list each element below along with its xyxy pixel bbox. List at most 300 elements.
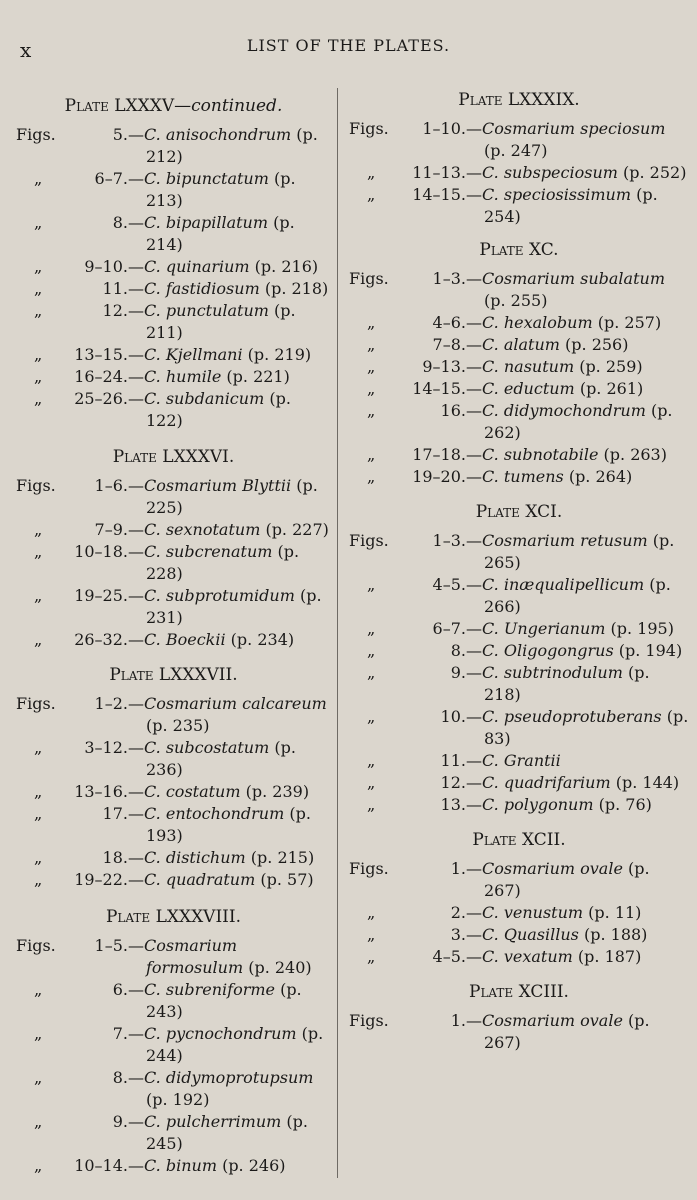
entry-lead: „ <box>367 163 376 182</box>
entry-lead: „ <box>34 345 43 364</box>
species-name: C. binum <box>144 1156 217 1175</box>
figure-entry <box>349 444 689 466</box>
page-ref: (p. 245) <box>146 1112 308 1153</box>
figure-number: 7. <box>112 1024 128 1043</box>
plate-title: Plate XCII. <box>472 830 566 850</box>
entry-text: —C. Grantii <box>466 751 561 770</box>
page-ref: (p. 262) <box>484 401 673 442</box>
left-column <box>16 88 331 1177</box>
entry-text: —C. didymoprotupsum (p. 192) <box>128 1068 314 1109</box>
entry-lead: Figs. <box>349 269 389 288</box>
species-name: C. hexalobum <box>482 313 593 332</box>
entry-text: —C. entochondrum (p. 193) <box>128 804 311 845</box>
entry-lead: „ <box>34 257 43 276</box>
species-name: C. didymochondrum <box>482 401 646 420</box>
figure-number: 10–14. <box>74 1156 128 1175</box>
species-name: C. subtrinodulum <box>482 663 623 682</box>
page-ref: (p. 247) <box>484 141 548 160</box>
entry-text: —C. pycnochondrum (p. 244) <box>128 1024 324 1065</box>
plate-title: Plate LXXXIX. <box>458 90 580 110</box>
entry-text: —C. hexalobum (p. 257) <box>466 313 662 332</box>
entry-lead: „ <box>34 520 43 539</box>
entry-lead: „ <box>367 401 376 420</box>
figure-entry <box>16 781 331 803</box>
entry-lead: „ <box>34 804 43 823</box>
entry-lead: „ <box>367 641 376 660</box>
page-ref: (p. 252) <box>617 163 687 182</box>
species-name: C. quadratum <box>144 870 256 889</box>
entry-lead: „ <box>367 335 376 354</box>
figure-entry <box>349 946 689 968</box>
species-name: C. Grantii <box>482 751 561 770</box>
entry-text: —C. inæqualipellicum (p. 266) <box>466 575 671 616</box>
plate-heading <box>349 238 689 262</box>
entry-lead: „ <box>34 389 43 408</box>
entry-lead: „ <box>34 213 43 232</box>
species-name: C. bipunctatum <box>144 169 269 188</box>
entry-text: —C. subtrinodulum (p. 218) <box>466 663 650 704</box>
entry-text: —Cosmarium speciosum (p. 247) <box>466 119 666 160</box>
page-ref: (p. 187) <box>572 947 642 966</box>
entry-lead: „ <box>34 980 43 999</box>
figure-entry <box>16 256 331 278</box>
figure-number: 9–13. <box>422 357 466 376</box>
species-name: C. pulcherrimum <box>144 1112 282 1131</box>
species-name: C. punctulatum <box>144 301 269 320</box>
figure-number: 6–7. <box>432 619 466 638</box>
page-ref: (p. 193) <box>146 804 311 845</box>
page-ref: (p. 221) <box>221 367 290 386</box>
entry-text: —C. subprotumidum (p. 231) <box>128 586 322 627</box>
species-name: C. distichum <box>144 848 246 867</box>
figure-entry <box>349 574 689 618</box>
figure-entry <box>16 212 331 256</box>
entry-text: —C. quadrifarium (p. 144) <box>466 773 680 792</box>
entry-text: —Cosmarium formosulum (p. 240) <box>128 936 312 977</box>
figure-entry <box>349 312 689 334</box>
page-ref: (p. 239) <box>240 782 310 801</box>
entry-lead: „ <box>34 848 43 867</box>
entry-text: —C. vexatum (p. 187) <box>466 947 642 966</box>
page-ref: (p. 255) <box>484 291 548 310</box>
figure-number: 1. <box>450 1011 466 1030</box>
entry-text: —Cosmarium calcareum (p. 235) <box>128 694 327 735</box>
figure-entry <box>16 1067 331 1111</box>
page-ref: (p. 263) <box>598 445 667 464</box>
entry-lead: „ <box>367 663 376 682</box>
page-number: x <box>20 38 32 62</box>
figure-number: 12. <box>440 773 466 792</box>
figure-number: 13–16. <box>74 782 128 801</box>
figure-number: 13. <box>440 795 466 814</box>
figure-entry <box>16 847 331 869</box>
plate-heading <box>16 445 331 469</box>
page-ref: (p. 228) <box>146 542 300 583</box>
species-name: C. Quasillus <box>482 925 579 944</box>
species-name: C. humile <box>144 367 222 386</box>
page-ref: (p. 240) <box>243 958 312 977</box>
plate-title-suffix: —continued. <box>174 96 283 116</box>
species-name: C. sexnotatum <box>144 520 261 539</box>
entry-text: —C. sexnotatum (p. 227) <box>128 520 329 539</box>
entry-lead: „ <box>367 795 376 814</box>
entry-text: —C. quadratum (p. 57) <box>128 870 314 889</box>
entry-lead: Figs. <box>349 119 389 138</box>
species-name: C. Kjellmani <box>144 345 243 364</box>
plate-heading <box>349 980 689 1004</box>
page-ref: (p. 267) <box>484 1011 650 1052</box>
figure-entry <box>349 858 689 902</box>
figure-number: 12. <box>102 301 128 320</box>
figure-entry <box>16 541 331 585</box>
entry-text: —C. Quasillus (p. 188) <box>466 925 648 944</box>
plate-title: Plate LXXXVIII. <box>105 907 241 927</box>
page-ref: (p. 215) <box>245 848 315 867</box>
figure-number: 11–13. <box>412 163 466 182</box>
entry-text: —C. distichum (p. 215) <box>128 848 315 867</box>
plate-title: Plate LXXXVI. <box>112 447 235 467</box>
figure-number: 14–15. <box>412 379 466 398</box>
figure-number: 5. <box>112 125 128 144</box>
figure-number: 25–26. <box>74 389 128 408</box>
entry-lead: „ <box>367 313 376 332</box>
species-name: C. subcostatum <box>144 738 270 757</box>
entry-lead: Figs. <box>16 476 56 495</box>
entry-text: —C. pulcherrimum (p. 245) <box>128 1112 308 1153</box>
species-name: C. subspeciosum <box>482 163 618 182</box>
figure-number: 8. <box>450 641 466 660</box>
figure-number: 26–32. <box>74 630 128 649</box>
figure-entry <box>16 869 331 891</box>
figure-number: 10–18. <box>74 542 128 561</box>
figure-number: 10. <box>440 707 466 726</box>
entry-text: —C. tumens (p. 264) <box>466 467 633 486</box>
entry-text: —C. Kjellmani (p. 219) <box>128 345 312 364</box>
entry-text: —C. humile (p. 221) <box>128 367 290 386</box>
entry-lead: „ <box>34 367 43 386</box>
entry-lead: „ <box>367 185 376 204</box>
figure-entry <box>16 300 331 344</box>
figure-number: 16. <box>440 401 466 420</box>
figure-entry <box>16 979 331 1023</box>
entry-text: —Cosmarium ovale (p. 267) <box>466 859 650 900</box>
entry-text: —C. venustum (p. 11) <box>466 903 642 922</box>
entry-lead: „ <box>34 279 43 298</box>
page-ref: (p. 227) <box>260 520 329 539</box>
species-name: C. entochondrum <box>144 804 285 823</box>
figure-entry <box>16 278 331 300</box>
entry-text: —Cosmarium ovale (p. 267) <box>466 1011 650 1052</box>
figure-number: 4–5. <box>432 947 466 966</box>
figure-number: 16–24. <box>74 367 128 386</box>
entry-lead: „ <box>34 870 43 889</box>
figure-number: 3. <box>450 925 466 944</box>
plate-title: Plate LXXXV <box>64 96 175 116</box>
species-name: C. nasutum <box>482 357 575 376</box>
figure-entry <box>349 400 689 444</box>
entry-lead: „ <box>367 947 376 966</box>
figure-entry <box>349 750 689 772</box>
species-name: Cosmarium speciosum <box>482 119 666 138</box>
figure-number: 11. <box>102 279 128 298</box>
species-name: C. pseudoprotuberans <box>482 707 662 726</box>
species-name: Cosmarium formosulum <box>144 936 244 977</box>
figure-entry <box>349 662 689 706</box>
entry-text: —C. bipunctatum (p. 213) <box>128 169 296 210</box>
figure-number: 7–8. <box>432 335 466 354</box>
plate-title: Plate XCI. <box>475 502 563 522</box>
entry-text: —C. didymochondrum (p. 262) <box>466 401 673 442</box>
page-ref: (p. 236) <box>146 738 296 779</box>
figure-number: 19–22. <box>74 870 128 889</box>
figure-entry <box>16 168 331 212</box>
figure-entry <box>349 530 689 574</box>
page-ref: (p. 257) <box>592 313 662 332</box>
entry-text: —C. polygonum (p. 76) <box>466 795 652 814</box>
entry-lead: „ <box>34 1024 43 1043</box>
entry-lead: „ <box>367 467 376 486</box>
figure-entry <box>349 356 689 378</box>
figure-entry <box>16 629 331 651</box>
figure-entry <box>349 162 689 184</box>
figure-entry <box>349 924 689 946</box>
page-ref: (p. 259) <box>574 357 643 376</box>
species-name: C. venustum <box>482 903 584 922</box>
figure-number: 4–5. <box>432 575 466 594</box>
figure-number: 14–15. <box>412 185 466 204</box>
entry-text: —C. punctulatum (p. 211) <box>128 301 296 342</box>
entry-text: —C. subdanicum (p. 122) <box>128 389 291 430</box>
species-name: C. bipapillatum <box>144 213 269 232</box>
entry-text: —C. fastidiosum (p. 218) <box>128 279 329 298</box>
figure-entry <box>349 706 689 750</box>
plate-title: Plate LXXXVII. <box>109 665 238 685</box>
figure-number: 17. <box>102 804 128 823</box>
entry-lead: „ <box>367 379 376 398</box>
species-name: C. subcrenatum <box>144 542 273 561</box>
figure-entry <box>16 1155 331 1177</box>
figure-entry <box>16 475 331 519</box>
species-name: C. didymoprotupsum <box>144 1068 314 1087</box>
plate-heading <box>349 828 689 852</box>
figure-number: 9–10. <box>84 257 128 276</box>
species-name: C. subnotabile <box>482 445 599 464</box>
plate-title: Plate XCIII. <box>469 982 569 1002</box>
page-ref: (p. 211) <box>146 301 296 342</box>
figure-number: 17–18. <box>412 445 466 464</box>
species-name: C. subdanicum <box>144 389 265 408</box>
page-ref: (p. 235) <box>146 716 210 735</box>
entry-text: —C. alatum (p. 256) <box>466 335 629 354</box>
figure-number: 9. <box>112 1112 128 1131</box>
page-ref: (p. 195) <box>605 619 674 638</box>
page-ref: (p. 11) <box>583 903 642 922</box>
entry-text: —C. subcrenatum (p. 228) <box>128 542 300 583</box>
entry-text: —C. nasutum (p. 259) <box>466 357 643 376</box>
page-ref: (p. 243) <box>146 980 302 1021</box>
entry-text: —Cosmarium subalatum (p. 255) <box>466 269 665 310</box>
species-name: Cosmarium subalatum <box>482 269 665 288</box>
species-name: Cosmarium Blyttii <box>144 476 292 495</box>
page-ref: (p. 188) <box>578 925 648 944</box>
entry-lead: „ <box>34 169 43 188</box>
column-divider <box>337 88 338 1178</box>
species-name: C. polygonum <box>482 795 594 814</box>
figure-number: 1–6. <box>94 476 128 495</box>
species-name: C. subprotumidum <box>144 586 295 605</box>
plate-heading <box>16 905 331 929</box>
figure-number: 3–12. <box>84 738 128 757</box>
species-name: Cosmarium ovale <box>482 1011 623 1030</box>
figure-entry <box>16 803 331 847</box>
page-ref: (p. 144) <box>610 773 680 792</box>
figure-entry <box>349 640 689 662</box>
species-name: C. inæqualipellicum <box>482 575 645 594</box>
plate-heading <box>349 88 689 112</box>
species-name: C. costatum <box>144 782 241 801</box>
entry-text: —C. Ungerianum (p. 195) <box>466 619 674 638</box>
figure-entry <box>16 388 331 432</box>
figure-number: 7–9. <box>94 520 128 539</box>
entry-lead: „ <box>34 1112 43 1131</box>
page-ref: (p. 192) <box>146 1090 210 1109</box>
species-name: C. subreniforme <box>144 980 275 999</box>
species-name: C. pycnochondrum <box>144 1024 297 1043</box>
entry-text: —C. subspeciosum (p. 252) <box>466 163 687 182</box>
entry-lead: „ <box>367 575 376 594</box>
page-ref: (p. 261) <box>574 379 644 398</box>
page-ref: (p. 213) <box>146 169 296 210</box>
entry-lead: Figs. <box>349 1011 389 1030</box>
figure-entry <box>16 366 331 388</box>
species-name: C. fastidiosum <box>144 279 260 298</box>
entry-lead: „ <box>34 782 43 801</box>
entry-lead: „ <box>34 738 43 757</box>
entry-text: —C. quinarium (p. 216) <box>128 257 319 276</box>
entry-text: —C. anisochondrum (p. 212) <box>128 125 318 166</box>
figure-number: 1. <box>450 859 466 878</box>
entry-lead: „ <box>367 751 376 770</box>
figure-entry <box>349 902 689 924</box>
entry-lead: Figs. <box>16 125 56 144</box>
entry-text: —Cosmarium retusum (p. 265) <box>466 531 675 572</box>
figure-number: 6–7. <box>94 169 128 188</box>
page-ref: (p. 212) <box>146 125 318 166</box>
entry-lead: „ <box>34 1156 43 1175</box>
entry-lead: „ <box>367 619 376 638</box>
page-ref: (p. 234) <box>225 630 295 649</box>
entry-lead: Figs. <box>16 694 56 713</box>
figure-entry <box>16 693 331 737</box>
entry-text: —C. Boeckii (p. 234) <box>128 630 295 649</box>
figure-entry <box>16 737 331 781</box>
page-ref: (p. 265) <box>484 531 675 572</box>
species-name: C. Boeckii <box>144 630 226 649</box>
species-name: Cosmarium calcareum <box>144 694 327 713</box>
page-ref: (p. 122) <box>146 389 291 430</box>
figure-entry <box>349 334 689 356</box>
entry-text: —C. subreniforme (p. 243) <box>128 980 302 1021</box>
plate-title: Plate XC. <box>479 240 559 260</box>
figure-number: 1–3. <box>432 269 466 288</box>
entry-lead: Figs. <box>349 859 389 878</box>
page-ref: (p. 246) <box>216 1156 286 1175</box>
species-name: C. anisochondrum <box>144 125 292 144</box>
entry-lead: „ <box>34 542 43 561</box>
figure-entry <box>349 1010 689 1054</box>
plate-heading <box>16 94 331 118</box>
page-ref: (p. 216) <box>249 257 319 276</box>
entry-text: —C. Oligogongrus (p. 194) <box>466 641 683 660</box>
entry-lead: „ <box>367 707 376 726</box>
page-ref: (p. 264) <box>563 467 633 486</box>
species-name: C. Ungerianum <box>482 619 606 638</box>
species-name: C. eductum <box>482 379 575 398</box>
figure-entry <box>16 1111 331 1155</box>
entry-text: —C. binum (p. 246) <box>128 1156 286 1175</box>
running-title: LIST OF THE PLATES. <box>246 36 451 55</box>
figure-entry <box>16 935 331 979</box>
figure-number: 6. <box>112 980 128 999</box>
right-column <box>349 88 689 1054</box>
figure-number: 11. <box>440 751 466 770</box>
page-ref: (p. 57) <box>255 870 314 889</box>
figure-entry <box>16 124 331 168</box>
species-name: C. tumens <box>482 467 564 486</box>
figure-number: 8. <box>112 213 128 232</box>
page-ref: (p. 244) <box>146 1024 324 1065</box>
page-ref: (p. 266) <box>484 575 671 616</box>
figure-entry <box>16 1023 331 1067</box>
figure-entry <box>16 585 331 629</box>
figure-entry <box>16 519 331 541</box>
entry-text: —C. eductum (p. 261) <box>466 379 644 398</box>
figure-entry <box>349 118 689 162</box>
page-ref: (p. 214) <box>146 213 295 254</box>
figure-number: 18. <box>102 848 128 867</box>
entry-text: —C. bipapillatum (p. 214) <box>128 213 295 254</box>
entry-lead: Figs. <box>16 936 56 955</box>
page-ref: (p. 218) <box>484 663 650 704</box>
entry-text: —C. speciosissimum (p. 254) <box>466 185 658 226</box>
species-name: C. quadrifarium <box>482 773 611 792</box>
figure-entry <box>349 618 689 640</box>
entry-lead: Figs. <box>349 531 389 550</box>
figure-number: 9. <box>450 663 466 682</box>
figure-number: 19–20. <box>412 467 466 486</box>
entry-lead: „ <box>367 773 376 792</box>
entry-text: —C. pseudoprotuberans (p. 83) <box>466 707 689 748</box>
figure-number: 1–3. <box>432 531 466 550</box>
figure-entry <box>16 344 331 366</box>
entry-lead: „ <box>34 1068 43 1087</box>
page-ref: (p. 194) <box>613 641 683 660</box>
figure-entry <box>349 466 689 488</box>
plate-heading <box>16 663 331 687</box>
figure-entry <box>349 378 689 400</box>
figure-number: 13–15. <box>74 345 128 364</box>
species-name: C. speciosissimum <box>482 185 631 204</box>
entry-lead: „ <box>34 301 43 320</box>
entry-text: —C. costatum (p. 239) <box>128 782 310 801</box>
species-name: C. quinarium <box>144 257 250 276</box>
species-name: Cosmarium ovale <box>482 859 623 878</box>
figure-number: 2. <box>450 903 466 922</box>
figure-number: 1–5. <box>94 936 128 955</box>
entry-lead: „ <box>367 903 376 922</box>
entry-lead: „ <box>34 586 43 605</box>
page-ref: (p. 83) <box>484 707 689 748</box>
